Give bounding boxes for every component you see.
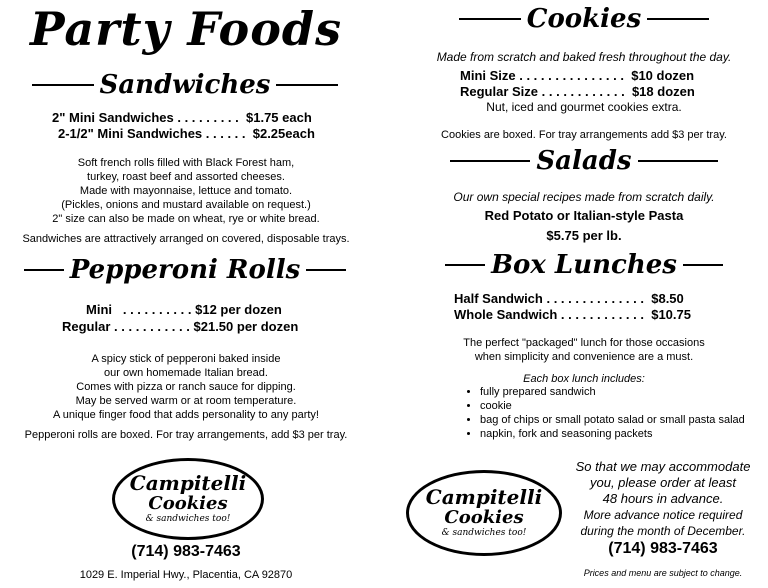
heading-rule [450,160,530,162]
sandwiches-note: Sandwiches are attractively arranged on covered, disposable trays. [22,233,350,245]
heading-rule [24,269,64,271]
description-line: our own homemade Italian bread. [104,367,268,379]
box-lunches-heading-text: Box Lunches [491,250,677,280]
advance-notice [560,459,766,539]
description-line: Made with mayonnaise, lettuce and tomato. [79,185,293,197]
description-line: Comes with pizza or ranch sauce for dipping. [76,381,296,393]
box-lunches-description [400,336,768,364]
item-name: Regular [62,319,111,334]
description-line: when simplicity and convenience are a must. [474,351,694,363]
leader-dots: . . . . . . . . . . . [110,319,190,334]
heading-rule [445,264,485,266]
description-line: May be served warm or at room temperature. [75,395,297,407]
address: 1029 E. Imperial Hwy., Placentia, CA 92870 [79,569,293,581]
description-line: A unique finger food that adds personality to any party! [52,409,319,421]
list-item: • bag of chips or small potato salad or small pasta salad [480,413,766,427]
cookies-extra: Nut, iced and gourmet cookies extra. [486,100,682,114]
price-row-mini-pepperoni [86,302,282,317]
heading-rule [306,269,346,271]
list-item: • fully prepared sandwich [480,385,766,399]
item-price: $2.25each [252,126,315,141]
heading-rule [459,18,521,20]
item-name: Half Sandwich [454,291,543,306]
pepperoni-description [0,352,372,422]
logo-tagline: & sandwiches too! [441,528,527,538]
item-name: Regular Size [460,84,539,99]
leader-dots: . . . . . . . . . . . . [538,84,625,99]
heading-rule [647,18,709,20]
box-lunches-heading [400,250,768,280]
salads-item: Red Potato or Italian-style Pasta [484,208,684,223]
heading-rule [683,264,723,266]
leader-dots: . . . . . . . . . . [119,302,192,317]
leader-dots: . . . . . . . . . . . . . . . [515,68,624,83]
pepperoni-heading [20,255,350,285]
logo-line1: Campitelli [425,485,543,509]
item-name: 2" Mini Sandwiches [52,110,174,125]
campitelli-logo [112,458,264,540]
salads-heading [400,146,768,176]
description-line: 2" size can also be made on wheat, rye or white bread. [52,213,320,225]
logo-tagline: & sandwiches too! [145,514,231,524]
price-row-regular-cookies [460,84,695,99]
notice-line: during the month of December. [580,524,746,538]
notice-line: 48 hours in advance. [602,491,724,506]
description-line: turkey, roast beef and assorted cheeses. [87,171,285,183]
cookies-heading-text: Cookies [526,4,642,34]
phone-number: (714) 983-7463 [608,540,718,557]
leader-dots: . . . . . . [202,126,246,141]
heading-rule [32,84,94,86]
includes-list [466,385,766,441]
sandwiches-heading [30,70,340,100]
description-line: (Pickles, onions and mustard available on request.) [61,199,311,211]
notice-line: you, please order at least [590,475,736,490]
sandwiches-description [0,156,372,226]
notice-line: So that we may accommodate [575,459,751,474]
cookies-heading [400,4,768,34]
leader-dots: . . . . . . . . . . . . [557,307,644,322]
leader-dots: . . . . . . . . . [173,110,239,125]
price-row-whole-sandwich [454,307,691,322]
price-row-regular-pepperoni [62,319,298,334]
salads-subtitle: Our own special recipes made from scratch daily. [453,190,715,204]
item-price: $18 dozen [631,84,695,99]
logo-line1: Campitelli [129,471,247,495]
logo-line2: Cookies [444,507,524,528]
notice-line: More advance notice required [583,508,743,522]
item-price: $8.50 [651,291,684,306]
pepperoni-note: Pepperoni rolls are boxed. For tray arrangements, add $3 per tray. [24,429,348,441]
heading-rule [276,84,338,86]
price-row-large-mini-sandwiches [58,126,315,141]
item-price: $21.50 per dozen [193,319,299,334]
item-price: $1.75 each [246,110,312,125]
leader-dots: . . . . . . . . . . . . . . [542,291,644,306]
party-foods-title: Party Foods [30,2,342,56]
item-name: Mini Size [460,68,516,83]
pepperoni-heading-text: Pepperoni Rolls [69,255,301,285]
footer-note: Prices and menu are subject to change. [583,568,743,578]
price-row-mini-cookies [460,68,694,83]
list-item: • cookie [480,399,766,413]
item-name: Whole Sandwich [454,307,558,322]
item-price: $10 dozen [631,68,695,83]
campitelli-logo [406,470,562,556]
item-price: $10.75 [651,307,691,322]
phone-number: (714) 983-7463 [131,543,241,560]
price-row-mini-sandwiches [52,110,312,125]
salads-heading-text: Salads [536,146,632,176]
item-name: 2-1/2" Mini Sandwiches [58,126,203,141]
list-item: • napkin, fork and seasoning packets [480,427,766,441]
description-line: A spicy stick of pepperoni baked inside [91,353,281,365]
description-line: Soft french rolls filled with Black Forest ham, [77,157,295,169]
price-row-half-sandwich [454,291,684,306]
logo-line2: Cookies [148,493,228,514]
sandwiches-heading-text: Sandwiches [99,70,271,100]
cookies-note: Cookies are boxed. For tray arrangements add $3 per tray. [441,129,727,141]
description-line: The perfect "packaged" lunch for those occasions [463,337,705,349]
heading-rule [638,160,718,162]
item-name: Mini [86,302,112,317]
includes-label: Each box lunch includes: [523,373,645,385]
salads-price: $5.75 per lb. [546,228,622,243]
item-price: $12 per dozen [195,302,282,317]
cookies-subtitle: Made from scratch and baked fresh throughout the day. [436,50,732,64]
